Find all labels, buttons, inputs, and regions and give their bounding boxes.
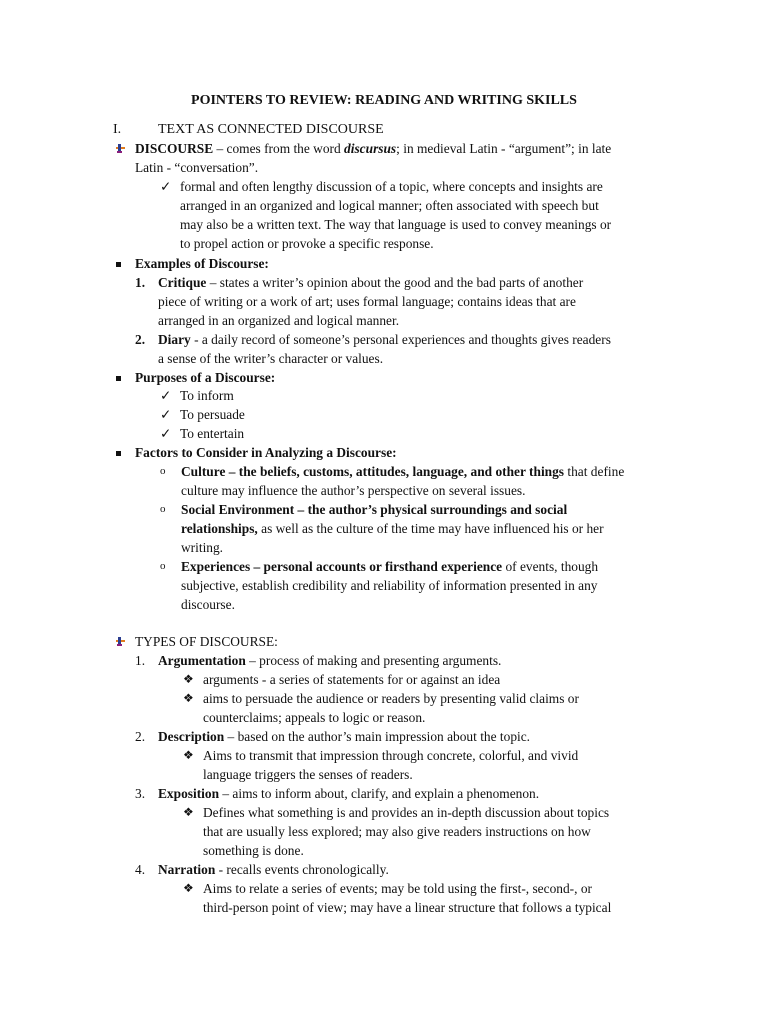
square-bullet-icon [116,262,121,267]
purposes-heading: Purposes of a Discourse: [135,370,276,385]
factor-social-line: Social Environment – the author’s physical surroundings and social [181,502,568,517]
type-sub-line: that are usually less explored; may also give readers instructions on how [203,824,591,839]
factor-experiences-line: discourse. [181,597,235,612]
factor-social-line: relationships, as well as the culture of the time may have influenced his or her [181,521,604,536]
discourse-line-1: DISCOURSE – comes from the word discursus; in medieval Latin - “argument”; in late [135,141,612,156]
example-critique-line: arranged in an organized and logical manner. [158,313,400,328]
pointer-bullet-icon [113,634,127,654]
type-sub-line: third-person point of view; may have a linear structure that follows a typical [203,900,612,915]
section-number: I. [113,122,122,137]
factors-heading: Factors to Consider in Analyzing a Discourse: [135,445,397,460]
type-exposition-line: Exposition – aims to inform about, clarify, and explain a phenomenon. [158,786,540,801]
factor-experiences-line: Experiences – personal accounts or firsthand experience of events, though [181,559,599,574]
discourse-def-line: may also be a written text. The way that language is used to convey meanings or [180,217,612,232]
check-icon: ✓ [160,407,172,422]
diamond-bullet-icon: ❖ [183,748,194,762]
pointer-bullet-icon [113,141,127,161]
discourse-line-2: Latin - “conversation”. [135,160,259,175]
square-bullet-icon [116,376,121,381]
type-sub-line: Aims to transmit that impression through concrete, colorful, and vivid [203,748,579,763]
factor-culture-line: Culture – the beliefs, customs, attitudes, language, and other things that define [181,464,625,479]
types-heading: TYPES OF DISCOURSE: [135,634,278,649]
diamond-bullet-icon: ❖ [183,881,194,895]
example-number: 2. [135,332,146,347]
type-sub-line: Defines what something is and provides an in-depth discussion about topics [203,805,610,820]
type-sub-line: language triggers the senses of readers. [203,767,413,782]
discourse-def-line: arranged in an organized and logical manner; often associated with speech but [180,198,599,213]
example-number: 1. [135,275,146,290]
type-sub-line: something is done. [203,843,304,858]
diamond-bullet-icon: ❖ [183,672,194,686]
purpose-item: To inform [180,388,234,403]
check-icon: ✓ [160,179,172,194]
example-critique-line: Critique – states a writer’s opinion about the good and the bad parts of another [158,275,584,290]
diamond-bullet-icon: ❖ [183,805,194,819]
factor-social-line: writing. [181,540,224,555]
square-bullet-icon [116,451,121,456]
circle-bullet-icon: o [160,560,166,572]
type-number: 1. [135,653,146,668]
example-diary-line: Diary - a daily record of someone’s personal experiences and thoughts gives readers [158,332,611,347]
purpose-item: To persuade [180,407,245,422]
type-sub-line: aims to persuade the audience or readers by presenting valid claims or [203,691,579,706]
document-title: POINTERS TO REVIEW: READING AND WRITING SKILLS [191,93,577,108]
type-sub-line: Aims to relate a series of events; may be told using the first-, second-, or [203,881,592,896]
type-argumentation-line: Argumentation – process of making and presenting arguments. [158,653,502,668]
type-number: 3. [135,786,146,801]
circle-bullet-icon: o [160,503,166,515]
type-sub-line: counterclaims; appeals to logic or reason. [203,710,426,725]
check-icon: ✓ [160,388,172,403]
type-number: 2. [135,729,146,744]
type-narration-line: Narration - recalls events chronologically. [158,862,389,877]
discourse-def-line: formal and often lengthy discussion of a topic, where concepts and insights are [180,179,603,194]
type-number: 4. [135,862,146,877]
section-heading: TEXT AS CONNECTED DISCOURSE [158,122,384,137]
example-critique-line: piece of writing or a work of art; uses formal language; contains ideas that are [158,294,576,309]
discourse-def-line: to propel action or provoke a specific response. [180,236,434,251]
examples-heading: Examples of Discourse: [135,256,269,271]
factor-culture-line: culture may influence the author’s perspective on several issues. [181,483,526,498]
type-sub-line: arguments - a series of statements for or against an idea [203,672,501,687]
type-description-line: Description – based on the author’s main impression about the topic. [158,729,531,744]
circle-bullet-icon: o [160,465,166,477]
check-icon: ✓ [160,426,172,441]
purpose-item: To entertain [180,426,245,441]
diamond-bullet-icon: ❖ [183,691,194,705]
factor-experiences-line: subjective, establish credibility and reliability of information presented in any [181,578,598,593]
example-diary-line: a sense of the writer’s character or values. [158,351,384,366]
